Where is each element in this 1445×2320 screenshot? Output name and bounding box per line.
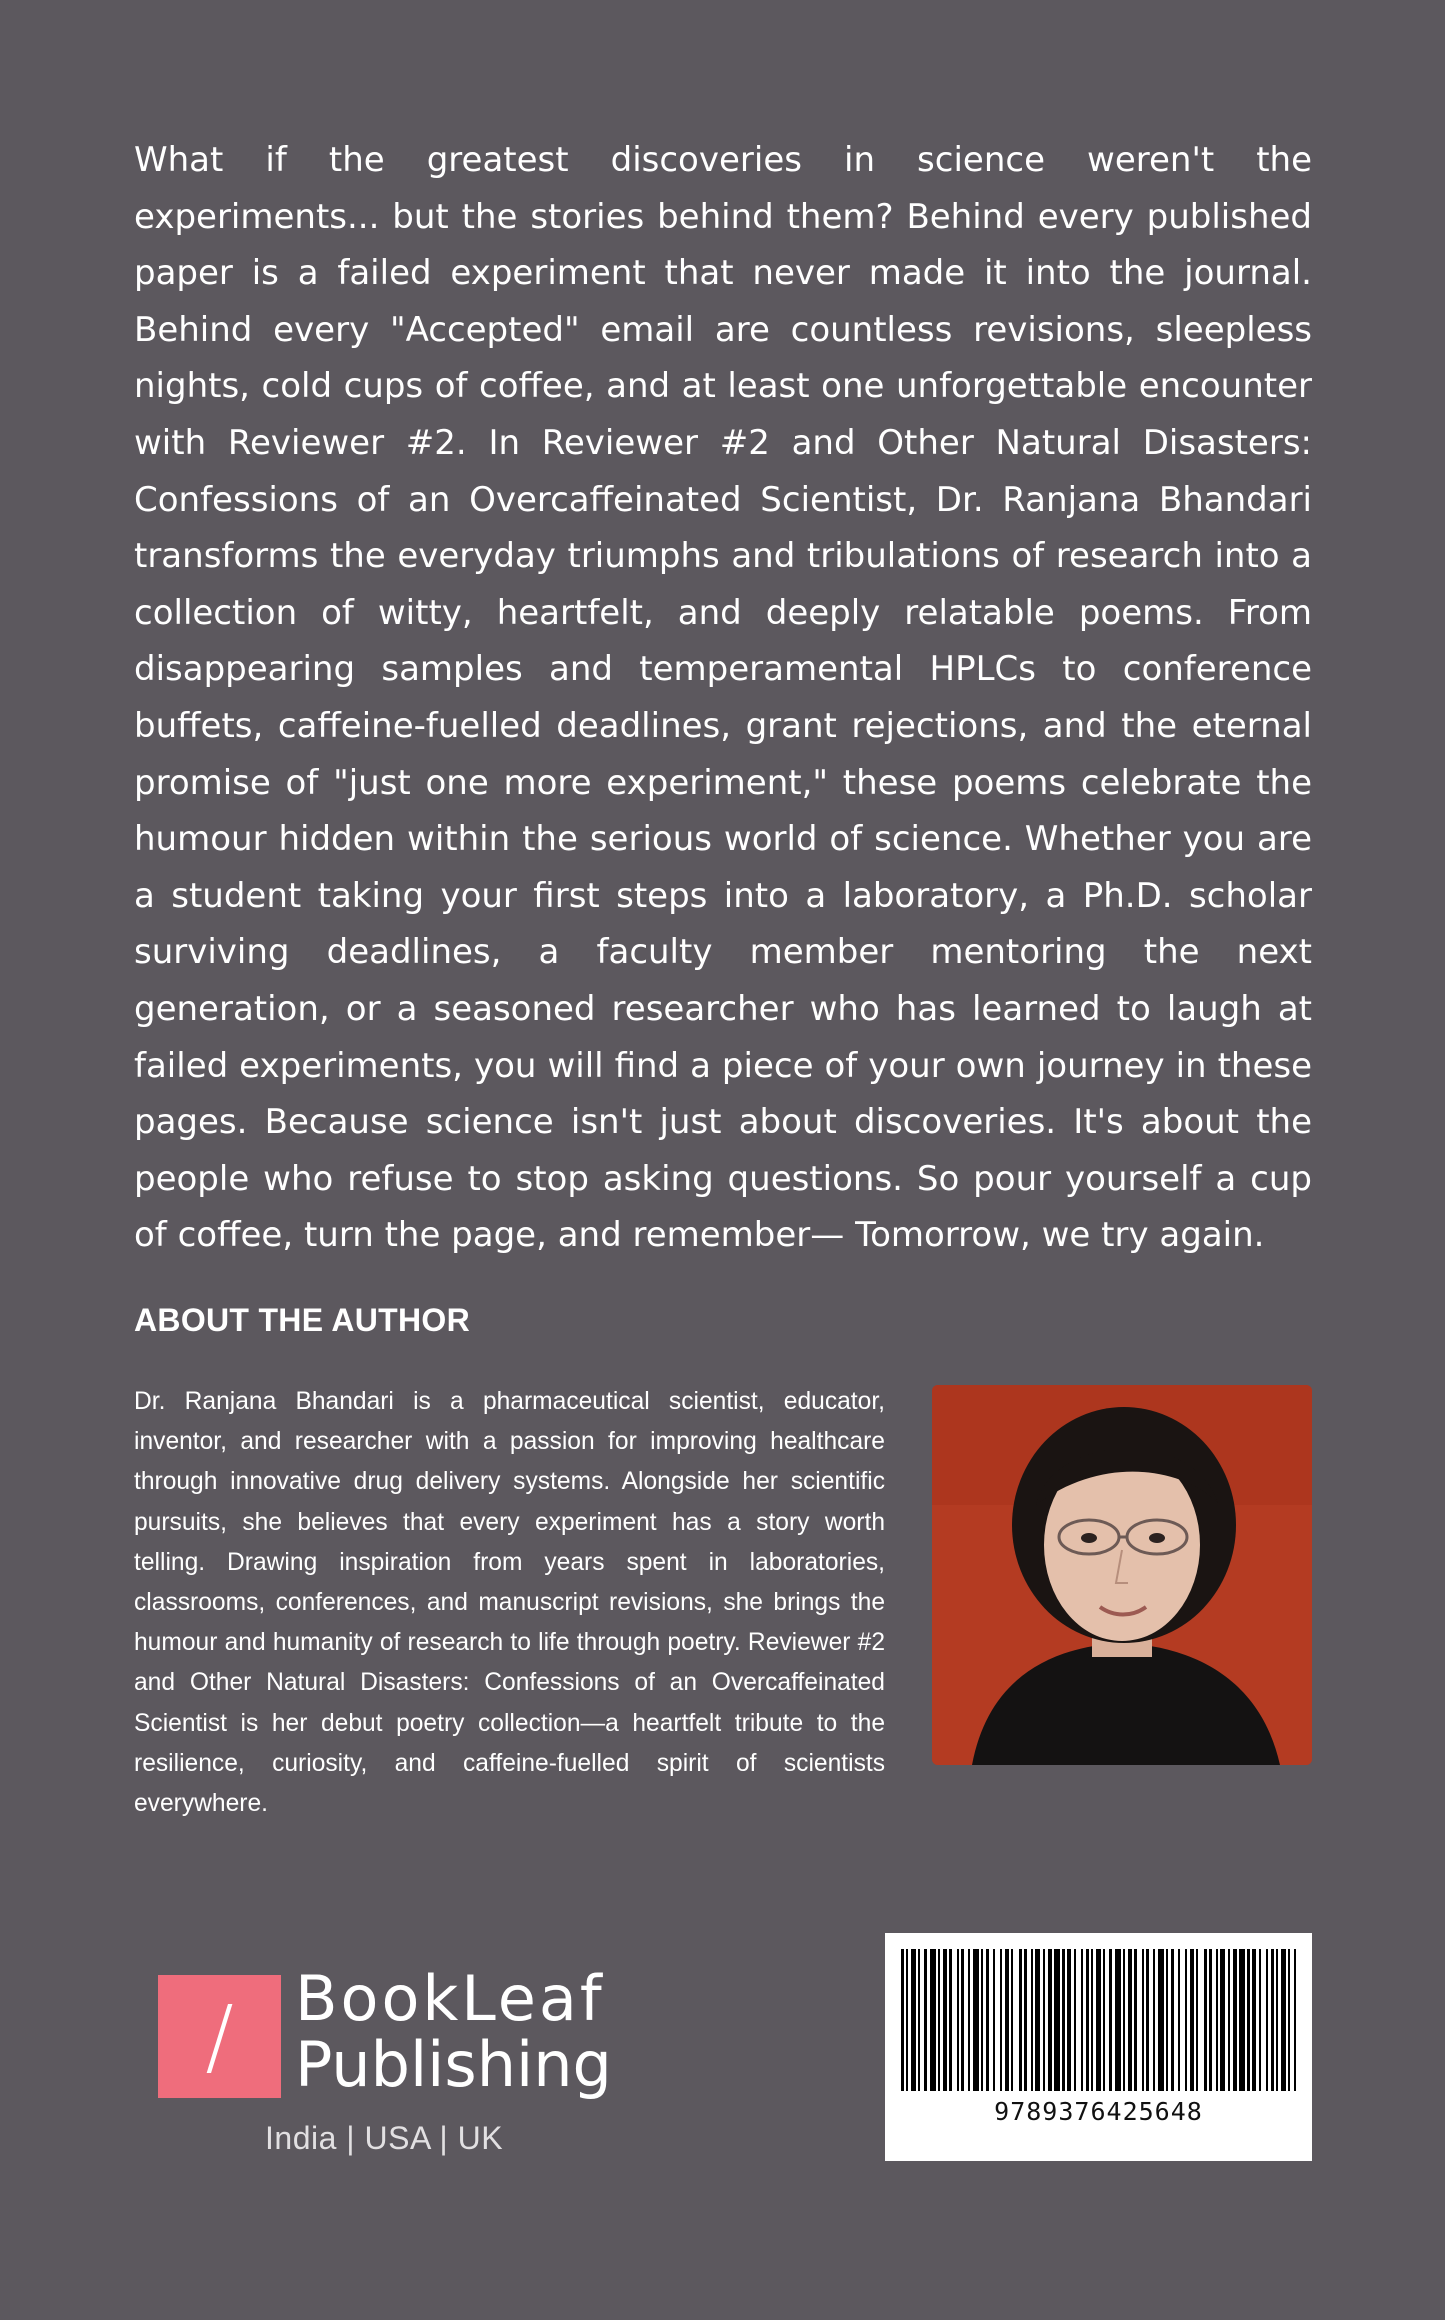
barcode-bar [1115, 1949, 1121, 2091]
barcode-bar [1185, 1949, 1187, 2091]
barcode-bar [1031, 1949, 1033, 2091]
barcode-bar [1054, 1949, 1060, 2091]
barcode-bar [986, 1949, 989, 2091]
barcode-bar [911, 1949, 916, 2091]
barcode-bar [1024, 1949, 1027, 2091]
logo-slash-glyph: / [205, 1987, 234, 2085]
barcode-bar [1109, 1949, 1112, 2091]
barcode-bar [1204, 1949, 1207, 2091]
barcode-bar [918, 1949, 920, 2091]
barcode-bar [1067, 1949, 1071, 2091]
barcode-bar [1158, 1949, 1164, 2091]
barcode-bars [901, 1949, 1296, 2091]
barcode-bar [1196, 1949, 1198, 2091]
publisher-regions: India | USA | UK [265, 2120, 504, 2156]
barcode-bar [993, 1949, 995, 2091]
barcode-bar [957, 1949, 959, 2091]
publisher-name-line1: BookLeaf [295, 1962, 605, 2035]
barcode-bar [1233, 1949, 1237, 2091]
barcode-bar [1142, 1949, 1144, 2091]
barcode-bar [1239, 1949, 1245, 2091]
barcode-bar [1171, 1949, 1174, 2091]
barcode-bar [1128, 1949, 1132, 2091]
barcode-bar [1074, 1949, 1076, 2091]
barcode-bar [1220, 1949, 1225, 2091]
barcode-bar [1019, 1949, 1022, 2091]
barcode-bar [973, 1949, 979, 2091]
barcode-bar [1294, 1949, 1296, 2091]
barcode-bar [1048, 1949, 1052, 2091]
barcode-bar [938, 1949, 940, 2091]
barcode-bar [1190, 1949, 1194, 2091]
barcode-bar [1011, 1949, 1013, 2091]
barcode-bar [1178, 1949, 1180, 2091]
barcode-bar [1123, 1949, 1125, 2091]
barcode-bar [924, 1949, 927, 2091]
barcode-bar [1035, 1949, 1040, 2091]
barcode-bar [1216, 1949, 1218, 2091]
barcode-bar [1271, 1949, 1274, 2091]
barcode-bar [1252, 1949, 1256, 2091]
publisher-name-line2: Publishing [295, 2028, 612, 2101]
barcode-bar [1288, 1949, 1290, 2091]
barcode-bar [943, 1949, 947, 2091]
barcode-bar [961, 1949, 964, 2091]
barcode-bar [1043, 1949, 1045, 2091]
barcode-bar [949, 1949, 952, 2091]
barcode-bar [1228, 1949, 1230, 2091]
barcode-bar [906, 1949, 908, 2091]
barcode-bar [1134, 1949, 1137, 2091]
barcode-bar [901, 1949, 904, 2091]
isbn-barcode [885, 1933, 1312, 2161]
back-cover-blurb: What if the greatest discoveries in science weren't the experiments... but the stories behind them? Behind every published paper is a failed experiment that never made it into the journal. Behind every "Accepted" email are countless revisions, sleepless nights, cold cups of coffee, and at least one unforgettable encounter with Reviewer #2. In Reviewer #2 and Other Natural Disasters: Confessions of an Overcaffeinated Scientist, Dr. Ranjana Bhandari transforms the everyday triumphs and tribulations of research into a collection of witty, heartfelt, and deeply relatable poems. From disappearing samples and temperamental HPLCs to conference buffets, caffeine-fuelled deadlines, grant rejections, and the eternal promise of "just one more experiment," these poems celebrate the humour hidden within the serious world of science. Whether you are a student taking your first steps into a laboratory, a Ph.D. scholar surviving deadlines, a faculty member mentoring the next generation, or a seasoned researcher who has learned to laugh at failed experiments, you will find a piece of your own journey in these pages. Because science isn't just about discoveries. It's about the people who refuse to stop asking questions. So pour yourself a cup of coffee, turn the page, and remember— Tomorrow, we try again. [134, 140, 1312, 1256]
barcode-bar [1086, 1949, 1089, 2091]
barcode-bar [981, 1949, 983, 2091]
barcode-bar [1209, 1949, 1212, 2091]
logo-mark [158, 1975, 281, 2098]
barcode-bar [1062, 1949, 1065, 2091]
barcode-bar [930, 1949, 936, 2091]
barcode-bar [1153, 1949, 1155, 2091]
barcode-bar [1259, 1949, 1261, 2091]
about-author-heading: ABOUT THE AUTHOR [134, 1302, 471, 1338]
barcode-bar [1096, 1949, 1101, 2091]
barcode-bar [1103, 1949, 1105, 2091]
barcode-bar [1247, 1949, 1250, 2091]
author-bio: Dr. Ranjana Bhandari is a pharmaceutical scientist, educator, inventor, and researcher with a passion for improving healthcare through innovative drug delivery systems. Alongside her scientific pursuits, she believes that every experiment has a story worth telling. Drawing inspiration from years spent in laboratories, classrooms, conferences, and manuscript revisions, she brings the humour and humanity of research to life through poetry. Reviewer #2 and Other Natural Disasters: Confessions of an Overcaffeinated Scientist is her debut poetry collection—a heartfelt tribute to the resilience, curiosity, and caffeine-fuelled spirit of scientists everywhere. [134, 1388, 885, 1818]
barcode-bar [1166, 1949, 1168, 2091]
barcode-bar [1146, 1949, 1149, 2091]
barcode-bar [1005, 1949, 1009, 2091]
author-photo [932, 1385, 1312, 1765]
barcode-bar [1081, 1949, 1083, 2091]
publisher-logo [158, 1962, 618, 2133]
barcode-bar [1000, 1949, 1002, 2091]
barcode-bar [1281, 1949, 1286, 2091]
barcode-bar [1266, 1949, 1268, 2091]
isbn-number: 9789376425648 [994, 2097, 1203, 2126]
barcode-bar [968, 1949, 970, 2091]
barcode-bar [1091, 1949, 1093, 2091]
barcode-bar [1276, 1949, 1278, 2091]
